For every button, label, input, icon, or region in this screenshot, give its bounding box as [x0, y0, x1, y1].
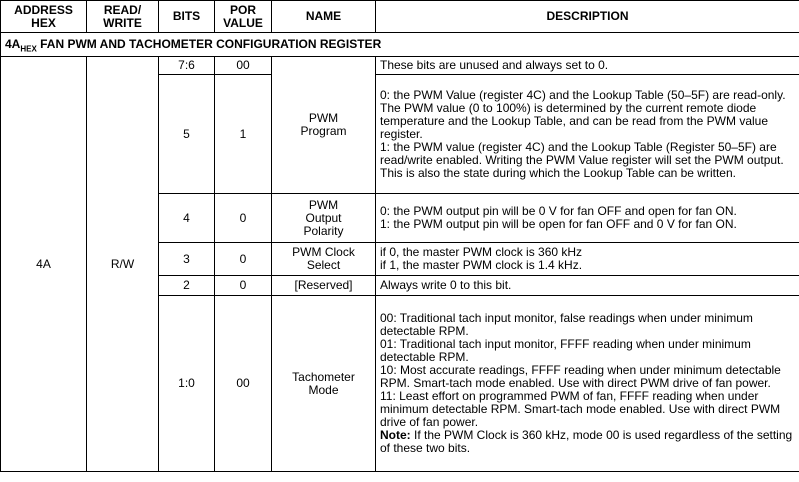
- bits-cell: 1:0: [159, 296, 215, 472]
- name-line: PWM: [308, 197, 339, 212]
- por-cell: 00: [215, 296, 272, 472]
- header-row: [1, 1, 799, 33]
- name-cell-pwm-clock-select: [272, 243, 376, 276]
- note-text: If the PWM Clock is 360 kHz, mode 00 is used regardless of the setting of these two bits.: [380, 428, 793, 455]
- header-por-line1: POR: [229, 2, 256, 17]
- description-line: Always write 0 to this bit.: [380, 278, 512, 292]
- header-por-value: [215, 1, 272, 33]
- por-cell: 0: [215, 194, 272, 243]
- description-cell: [376, 276, 799, 296]
- description-line: if 0, the master PWM clock is 360 kHz: [380, 245, 583, 259]
- description-line: 0: the PWM output pin will be 0 V for fan OFF and open for fan ON.: [380, 204, 737, 218]
- por-cell: 0: [215, 276, 272, 296]
- section-row: [1, 33, 799, 57]
- name-line: PWM: [308, 111, 339, 125]
- description-cell: [376, 194, 799, 243]
- name-line: Mode: [308, 382, 339, 397]
- name-line: Program: [300, 124, 347, 138]
- header-bits: BITS: [159, 1, 215, 33]
- header-por-line2: VALUE: [223, 15, 263, 30]
- description-line: if 1, the master PWM clock is 1.4 kHz.: [380, 258, 583, 272]
- header-rw-line2: WRITE: [103, 15, 142, 30]
- description-cell: [376, 243, 799, 276]
- por-cell: 1: [215, 75, 272, 194]
- description-line: These bits are unused and always set to 0.: [380, 58, 609, 72]
- por-cell: 00: [215, 57, 272, 75]
- name-cell-tachometer-mode: [272, 296, 376, 472]
- description-line: 1: the PWM value (register 4C) and the Lookup Table (Register 50–5F) are read/write enabled. Writing the PWM Value register will set the PWM output. This is also the state during which the Lookup Table can be written.: [380, 139, 784, 180]
- description-note: [380, 429, 795, 455]
- header-name: NAME: [272, 1, 376, 33]
- table-row-bits-7-6: [1, 57, 799, 75]
- bits-cell: 5: [159, 75, 215, 194]
- bits-cell: 7:6: [159, 57, 215, 75]
- header-read-write: [87, 1, 159, 33]
- header-rw-line1: READ/: [103, 2, 142, 17]
- section-register-name: FAN PWM AND TACHOMETER CONFIGURATION REGISTER: [36, 37, 382, 51]
- description-line: 00: Traditional tach input monitor, false readings when under minimum detectable RPM.: [380, 311, 753, 338]
- description-cell: [376, 57, 799, 75]
- name-line: PWM Clock: [292, 245, 355, 259]
- name-cell-reserved: [272, 276, 376, 296]
- section-title: [1, 33, 799, 57]
- note-label: Note:: [380, 428, 411, 442]
- description-line: 01: Traditional tach input monitor, FFFF reading when under minimum detectable RPM.: [380, 337, 751, 364]
- header-address-line1: ADDRESS: [14, 2, 73, 17]
- header-description: DESCRIPTION: [376, 1, 799, 33]
- description-cell: [376, 75, 799, 194]
- bits-cell: 2: [159, 276, 215, 296]
- address-cell: 4A: [1, 57, 87, 472]
- name-line: Output: [305, 210, 342, 225]
- name-line: [Reserved]: [294, 278, 353, 292]
- header-address-line2: HEX: [31, 15, 56, 30]
- name-line: Tachometer: [292, 369, 355, 384]
- description-line: 1: the PWM output pin will be open for fan OFF and 0 V for fan ON.: [380, 217, 737, 231]
- read-write-cell: R/W: [87, 57, 159, 472]
- description-cell: [376, 296, 799, 472]
- header-address: [1, 1, 87, 33]
- description-line: 11: Least effort on programmed PWM of fan, FFFF reading when under minimum detectable RPM. Smart-tach mode enabled. Use with direct PWM drive of fan power.: [380, 389, 781, 429]
- name-line: Polarity: [303, 223, 344, 238]
- por-cell: 0: [215, 243, 272, 276]
- name-cell-pwm-output-polarity: [272, 194, 376, 243]
- description-line: 10: Most accurate readings, FFFF reading when under minimum detectable RPM. Smart-tach mode enabled. Use with direct PWM drive of fan power.: [380, 363, 781, 390]
- name-cell-pwm-program: [272, 57, 376, 194]
- bits-cell: 4: [159, 194, 215, 243]
- description-line: 0: the PWM Value (register 4C) and the Lookup Table (50–5F) are read-only. The PWM value (0 to 100%) is determined by the current remote diode temperature and the Lookup Table, and can be read from the PWM value register.: [380, 87, 786, 141]
- bits-cell: 3: [159, 243, 215, 276]
- name-line: Select: [306, 258, 341, 272]
- section-address-subscript: HEX: [20, 44, 37, 54]
- section-address: 4A: [5, 37, 21, 51]
